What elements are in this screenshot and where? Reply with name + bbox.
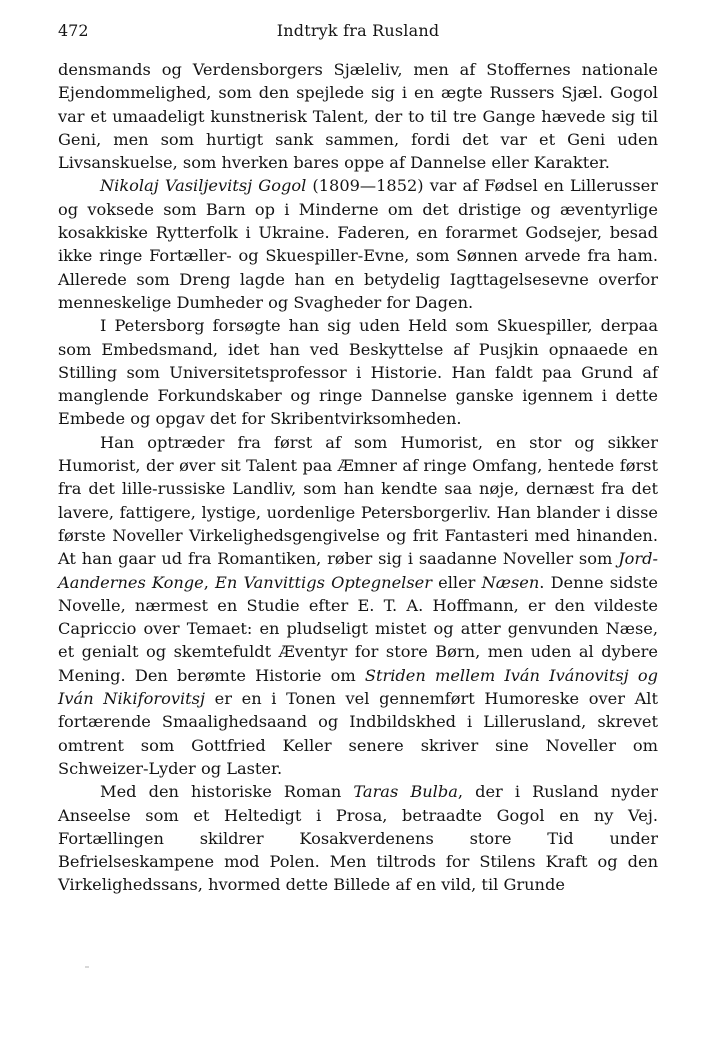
text-run: densmands og Verdensborgers Sjæleliv, men af Stoffernes nationale Ejendommelighed, som den spejlede sig i en ægte Russers Sjæl. Gogol var et umaadeligt kunstnerisk Talent, der to til tre Gange hævede sig til Geni, men som hurtigt sank sammen, fordi det var et Geni uden Livsanskuelse, som hverken bares oppe af Dannelse eller Karakter. <box>58 60 658 173</box>
text-run: (1809—1852) var af Fødsel en Lillerusser og voksede som Barn op i Minderne om det dristige og æventyrlige kosakkiske Rytterfolk i Ukraine. Faderen, en forarmet Godsejer, besad ikke ringe Fortæller- og Skuespiller-Evne, som Sønnen arvede fra ham. Allerede som Dreng lagde han en betydelig Iagttagelsesevne overfor menneskelige Dumheder og Svagheder for Dagen. <box>58 176 658 312</box>
text-run: eller <box>431 572 482 592</box>
print-speck <box>85 966 89 968</box>
text-run: , der i Rusland nyder Anseelse som et Heltedigt i Prosa, betraadte Gogol en ny Vej. Fortællingen skildrer Kosakverdenens store Tid under Befrielseskampene mod Polen. Men tiltrods for Stilens Kraft og den Virkelighedssans, hvormed dette Billede af en vild, til Grunde <box>58 782 658 895</box>
author-name-italic: Nikolaj Vasiljevitsj Gogol <box>100 176 307 196</box>
text-run: Han optræder fra først af som Humorist, en stor og sikker Humorist, der øver sit Talent paa Æmner af ringe Omfang, hentede først fra det lille-russiske Landliv, som han kendte saa nøje, dernæst fra det lavere, fattigere, lystige, uordenlige Petersborgerliv. Han blander i disse første Noveller Virkelighedsgengivelse og frit Fantasteri med hinanden. At han gaar ud fra Romantiken, røber sig i saadanne Noveller som <box>58 432 658 569</box>
paragraph-5 <box>58 780 658 896</box>
paragraph-2 <box>58 174 658 314</box>
work-title-italic: Næsen <box>481 572 540 592</box>
book-page <box>58 16 658 897</box>
paragraph-3 <box>58 314 658 430</box>
text-run: I Petersborg forsøgte han sig uden Held som Skuespiller, derpaa som Embedsmand, idet han ved Beskyttelse af Pusjkin opnaaede en Stilling som Universitetsprofessor i Historie. Han faldt paa Grund af manglende Forkundskaber og ringe Dannelse ganske igennem i dette Embede og opgav det for Skribentvirksomheden. <box>58 316 658 429</box>
work-title-italic: En Vanvittigs Optegnelser <box>215 572 432 592</box>
paragraph-1 <box>58 58 658 174</box>
running-title: Indtryk fra Rusland <box>276 21 440 40</box>
paragraph-4 <box>58 431 658 780</box>
text-run: Med den historiske Roman <box>100 782 354 802</box>
text-run: . Denne sidste Novelle, nærmest en Studie efter E. T. A. Hoffmann, er den vildeste Capriccio over Temaet: en pludseligt mistet og atter genvunden Næse, et genialt og skemtefuldt Æventyr for store Børn, men uden al dybere Mening. Den berømte Historie om <box>58 572 658 685</box>
body-text <box>58 58 658 897</box>
work-title-italic: Jord-Aandernes Konge <box>58 549 658 592</box>
work-title-italic: Striden mellem Iván Ivánovitsj og Iván Nikiforovitsj <box>58 665 658 709</box>
page-number: 472 <box>58 21 89 40</box>
running-head <box>58 16 658 46</box>
text-run: , <box>203 572 216 592</box>
text-run: er en i Tonen vel gennemført Humoreske over Alt fortærende Smaalighedsaand og Indbildskhed i Lillerusland, skrevet omtrent som Gottfried Keller senere skriver sine Noveller om Schweizer-Lyder og Laster. <box>58 689 658 778</box>
work-title-italic: Taras Bulba <box>353 782 458 802</box>
